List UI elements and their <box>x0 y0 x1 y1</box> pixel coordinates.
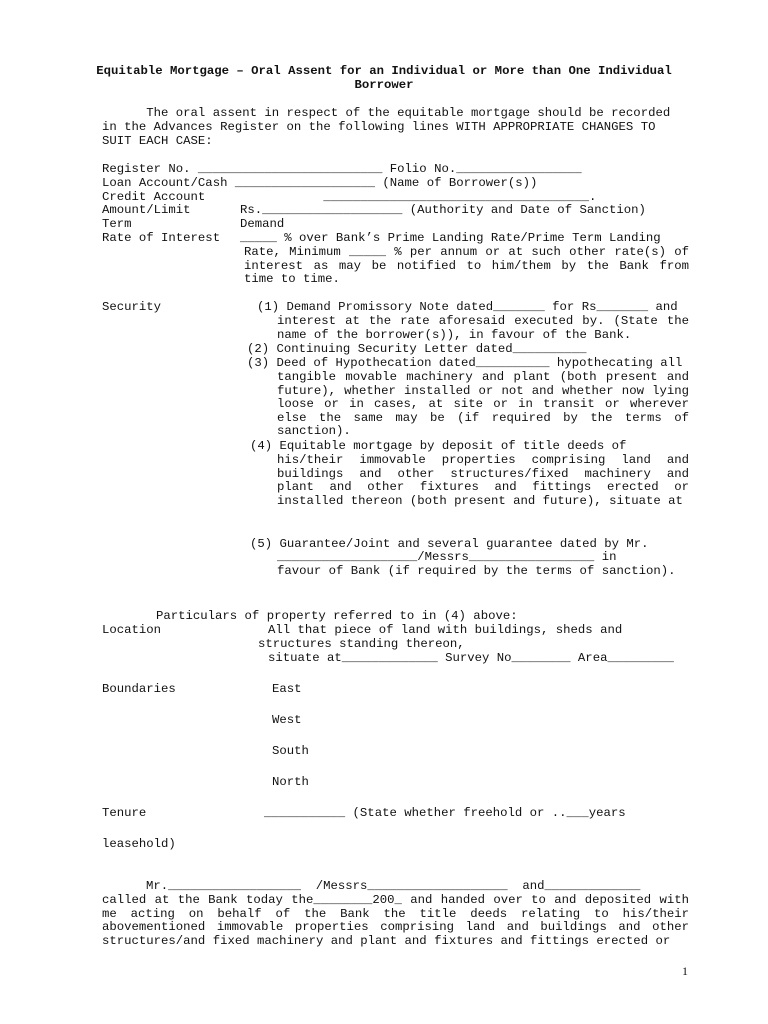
security-item-3-rest: tangible movable machinery and plant (both present and future), whether installed or not and whether now lying loose or in cases, at site or in transit or wherever else the same may be (if required by the terms of sanction). <box>277 370 689 439</box>
tenure-value: ___________ (State whether freehold or ..___years <box>264 806 626 820</box>
term-value: Demand <box>240 217 285 231</box>
intro-line-1: The oral assent in respect of the equitable mortgage should be recorded <box>102 106 671 120</box>
closing-paragraph: called at the Bank today the________200_ and handed over to and deposited with me acting on behalf of the Bank the title deeds relating to his/their abovementioned immovable properties comprising land and buildings and other structures/and fixed machinery and plant and fixtures and fittings erected or <box>102 893 689 948</box>
location-line-1: All that piece of land with buildings, sheds and <box>268 623 623 637</box>
boundary-south: South <box>272 744 309 758</box>
rate-of-interest-rest: Rate, Minimum _____ % per annum or at such other rate(s) of interest as may be notified to him/them by the Bank from time to time. <box>244 245 689 287</box>
boundary-north: North <box>272 775 309 789</box>
amount-limit-label: Amount/Limit <box>102 203 191 217</box>
location-label: Location <box>102 623 162 637</box>
security-item-1-rest: interest at the rate aforesaid executed by. (State the name of the borrower(s)), in favour of the Bank. <box>277 314 689 342</box>
security-item-5-line2: ___________________/Messrs_________________ in <box>277 550 617 564</box>
security-label: Security <box>102 300 162 314</box>
security-item-5-line3: favour of Bank (if required by the terms of sanction). <box>277 564 676 578</box>
security-item-3-first: (3) Deed of Hypothecation dated__________ hypothecating all <box>247 356 683 370</box>
document-title-line1: Equitable Mortgage – Oral Assent for an Individual or More than One Individual <box>96 64 672 78</box>
security-item-2: (2) Continuing Security Letter dated__________ <box>247 342 587 356</box>
loan-account-row: Loan Account/Cash ___________________ (Name of Borrower(s)) <box>102 176 538 190</box>
tenure-leasehold: leasehold) <box>102 837 176 851</box>
register-no-row: Register No. _________________________ Folio No._________________ <box>102 162 582 176</box>
security-item-5-first: (5) Guarantee/Joint and several guarantee dated by Mr. <box>250 537 649 551</box>
security-item-4-first: (4) Equitable mortgage by deposit of title deeds of <box>250 439 627 453</box>
rate-of-interest-label: Rate of Interest <box>102 231 221 245</box>
security-item-1-first: (1) Demand Promissory Note dated_______ for Rs_______ and <box>257 300 678 314</box>
page-number: 1 <box>682 964 688 978</box>
boundary-east: East <box>272 682 302 696</box>
rate-of-interest-line1: _____ % over Bank’s Prime Landing Rate/Prime Term Landing <box>240 231 661 245</box>
closing-line-1: Mr.__________________ /Messrs___________________ and_____________ <box>146 879 641 893</box>
location-line-2: structures standing thereon, <box>258 637 465 651</box>
boundaries-label: Boundaries <box>102 682 176 696</box>
tenure-label: Tenure <box>102 806 147 820</box>
amount-limit-value: Rs.___________________ (Authority and Date of Sanction) <box>240 203 646 217</box>
document-title-line2: Borrower <box>354 78 414 92</box>
boundary-west: West <box>272 713 302 727</box>
security-item-4-rest: his/their immovable properties comprising land and buildings and other structures/fixed machinery and plant and other fixtures and fittings erected or installed thereon (both present and future), situate at <box>277 453 689 508</box>
term-label: Term <box>102 217 132 231</box>
credit-account-row: Credit Account ____________________________________. <box>102 190 597 204</box>
intro-line-3: SUIT EACH CASE: <box>102 134 213 148</box>
particulars-heading: Particulars of property referred to in (4) above: <box>156 609 518 623</box>
intro-line-2: in the Advances Register on the following lines WITH APPROPRIATE CHANGES TO <box>102 120 656 134</box>
location-line-3: situate at_____________ Survey No________ Area_________ <box>268 651 674 665</box>
